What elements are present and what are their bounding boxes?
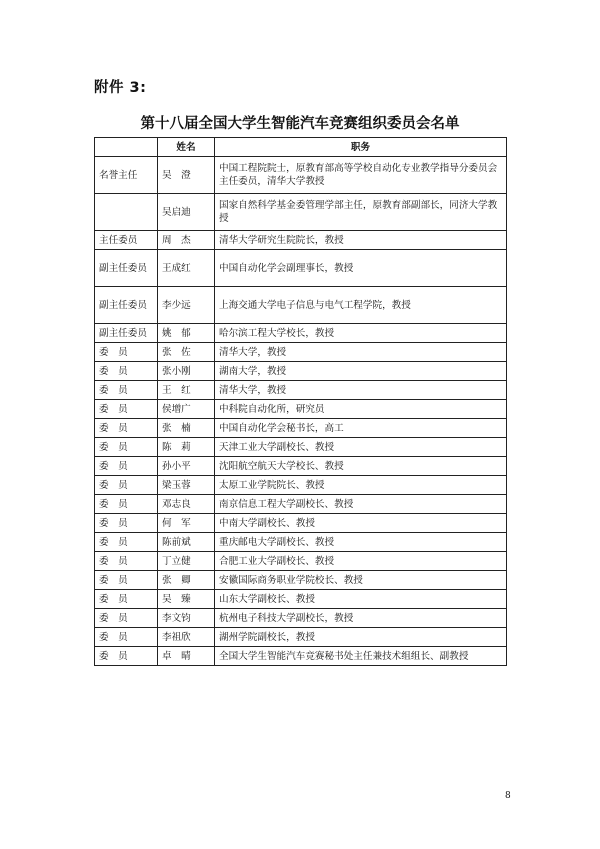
duty-cell: 清华大学，教授 (215, 343, 507, 362)
role-cell: 委 员 (95, 514, 158, 533)
duty-cell: 中科院自动化所，研究员 (215, 400, 507, 419)
role-cell: 委 员 (95, 362, 158, 381)
role-cell: 委 员 (95, 571, 158, 590)
name-cell: 何 军 (158, 514, 215, 533)
name-cell: 吴 澄 (158, 157, 215, 194)
table-row (95, 571, 507, 590)
role-cell: 委 员 (95, 628, 158, 647)
duty-cell: 合肥工业大学副校长、教授 (215, 552, 507, 571)
table-row (95, 362, 507, 381)
duty-cell: 全国大学生智能汽车竞赛秘书处主任兼技术组组长、副教授 (215, 647, 507, 666)
name-cell: 张小刚 (158, 362, 215, 381)
table-row (95, 324, 507, 343)
duty-cell: 沈阳航空航天大学校长、教授 (215, 457, 507, 476)
table-row (95, 495, 507, 514)
role-cell: 主任委员 (95, 231, 158, 250)
name-cell: 张 佐 (158, 343, 215, 362)
table-row (95, 194, 507, 231)
duty-cell: 清华大学，教授 (215, 381, 507, 400)
table-row (95, 628, 507, 647)
committee-table (94, 137, 507, 666)
table-header-row (95, 138, 507, 157)
duty-cell: 重庆邮电大学副校长、教授 (215, 533, 507, 552)
name-cell: 王成红 (158, 250, 215, 287)
name-cell: 吴启迪 (158, 194, 215, 231)
duty-cell: 南京信息工程大学副校长、教授 (215, 495, 507, 514)
table-row (95, 343, 507, 362)
name-cell: 张 卿 (158, 571, 215, 590)
name-cell: 李少远 (158, 287, 215, 324)
name-cell: 侯增广 (158, 400, 215, 419)
duty-cell: 哈尔滨工程大学校长，教授 (215, 324, 507, 343)
name-cell: 李文钧 (158, 609, 215, 628)
role-cell: 委 员 (95, 590, 158, 609)
table-row (95, 609, 507, 628)
duty-cell: 中南大学副校长、教授 (215, 514, 507, 533)
role-cell: 委 员 (95, 419, 158, 438)
duty-cell: 天津工业大学副校长、教授 (215, 438, 507, 457)
table-row (95, 381, 507, 400)
role-cell: 副主任委员 (95, 287, 158, 324)
role-cell: 委 员 (95, 381, 158, 400)
role-cell: 委 员 (95, 647, 158, 666)
duty-cell: 国家自然科学基金委管理学部主任，原教育部副部长，同济大学教授 (215, 194, 507, 231)
header-duty: 职务 (215, 138, 507, 157)
table-row (95, 400, 507, 419)
role-cell: 委 员 (95, 609, 158, 628)
table-row (95, 552, 507, 571)
name-cell: 卓 晴 (158, 647, 215, 666)
role-cell: 委 员 (95, 552, 158, 571)
table-row (95, 533, 507, 552)
role-cell: 名誉主任 (95, 157, 158, 194)
name-cell: 丁立健 (158, 552, 215, 571)
duty-cell: 中国自动化学会秘书长，高工 (215, 419, 507, 438)
role-cell: 委 员 (95, 495, 158, 514)
name-cell: 梁玉蓉 (158, 476, 215, 495)
name-cell: 孙小平 (158, 457, 215, 476)
duty-cell: 太原工业学院院长、教授 (215, 476, 507, 495)
role-cell: 委 员 (95, 343, 158, 362)
duty-cell: 杭州电子科技大学副校长，教授 (215, 609, 507, 628)
name-cell: 陈 莉 (158, 438, 215, 457)
name-cell: 陈前斌 (158, 533, 215, 552)
table-row (95, 419, 507, 438)
duty-cell: 中国自动化学会副理事长，教授 (215, 250, 507, 287)
role-cell: 委 员 (95, 400, 158, 419)
table-row (95, 231, 507, 250)
attachment-label: 附件 3: (94, 80, 147, 96)
table-row (95, 476, 507, 495)
duty-cell: 山东大学副校长、教授 (215, 590, 507, 609)
duty-cell: 中国工程院院士，原教育部高等学校自动化专业教学指导分委员会主任委员，清华大学教授 (215, 157, 507, 194)
table-row (95, 590, 507, 609)
table-row (95, 438, 507, 457)
duty-cell: 安徽国际商务职业学院校长、教授 (215, 571, 507, 590)
name-cell: 王 红 (158, 381, 215, 400)
name-cell: 张 楠 (158, 419, 215, 438)
role-cell: 副主任委员 (95, 324, 158, 343)
duty-cell: 湖州学院副校长，教授 (215, 628, 507, 647)
header-name: 姓名 (158, 138, 215, 157)
role-cell: 委 员 (95, 533, 158, 552)
table-row (95, 287, 507, 324)
document-title: 第十八届全国大学生智能汽车竞赛组织委员会名单 (140, 116, 460, 132)
role-cell: 副主任委员 (95, 250, 158, 287)
role-cell (95, 194, 158, 231)
name-cell: 姚 郁 (158, 324, 215, 343)
duty-cell: 上海交通大学电子信息与电气工程学院，教授 (215, 287, 507, 324)
name-cell: 周 杰 (158, 231, 215, 250)
name-cell: 李祖欣 (158, 628, 215, 647)
table-row (95, 647, 507, 666)
duty-cell: 湖南大学，教授 (215, 362, 507, 381)
table-row (95, 514, 507, 533)
role-cell: 委 员 (95, 438, 158, 457)
header-role (95, 138, 158, 157)
name-cell: 邓志良 (158, 495, 215, 514)
table-row (95, 157, 507, 194)
table-row (95, 250, 507, 287)
role-cell: 委 员 (95, 476, 158, 495)
name-cell: 吴 臻 (158, 590, 215, 609)
table-row (95, 457, 507, 476)
role-cell: 委 员 (95, 457, 158, 476)
page-number: 8 (505, 791, 511, 801)
duty-cell: 清华大学研究生院院长，教授 (215, 231, 507, 250)
